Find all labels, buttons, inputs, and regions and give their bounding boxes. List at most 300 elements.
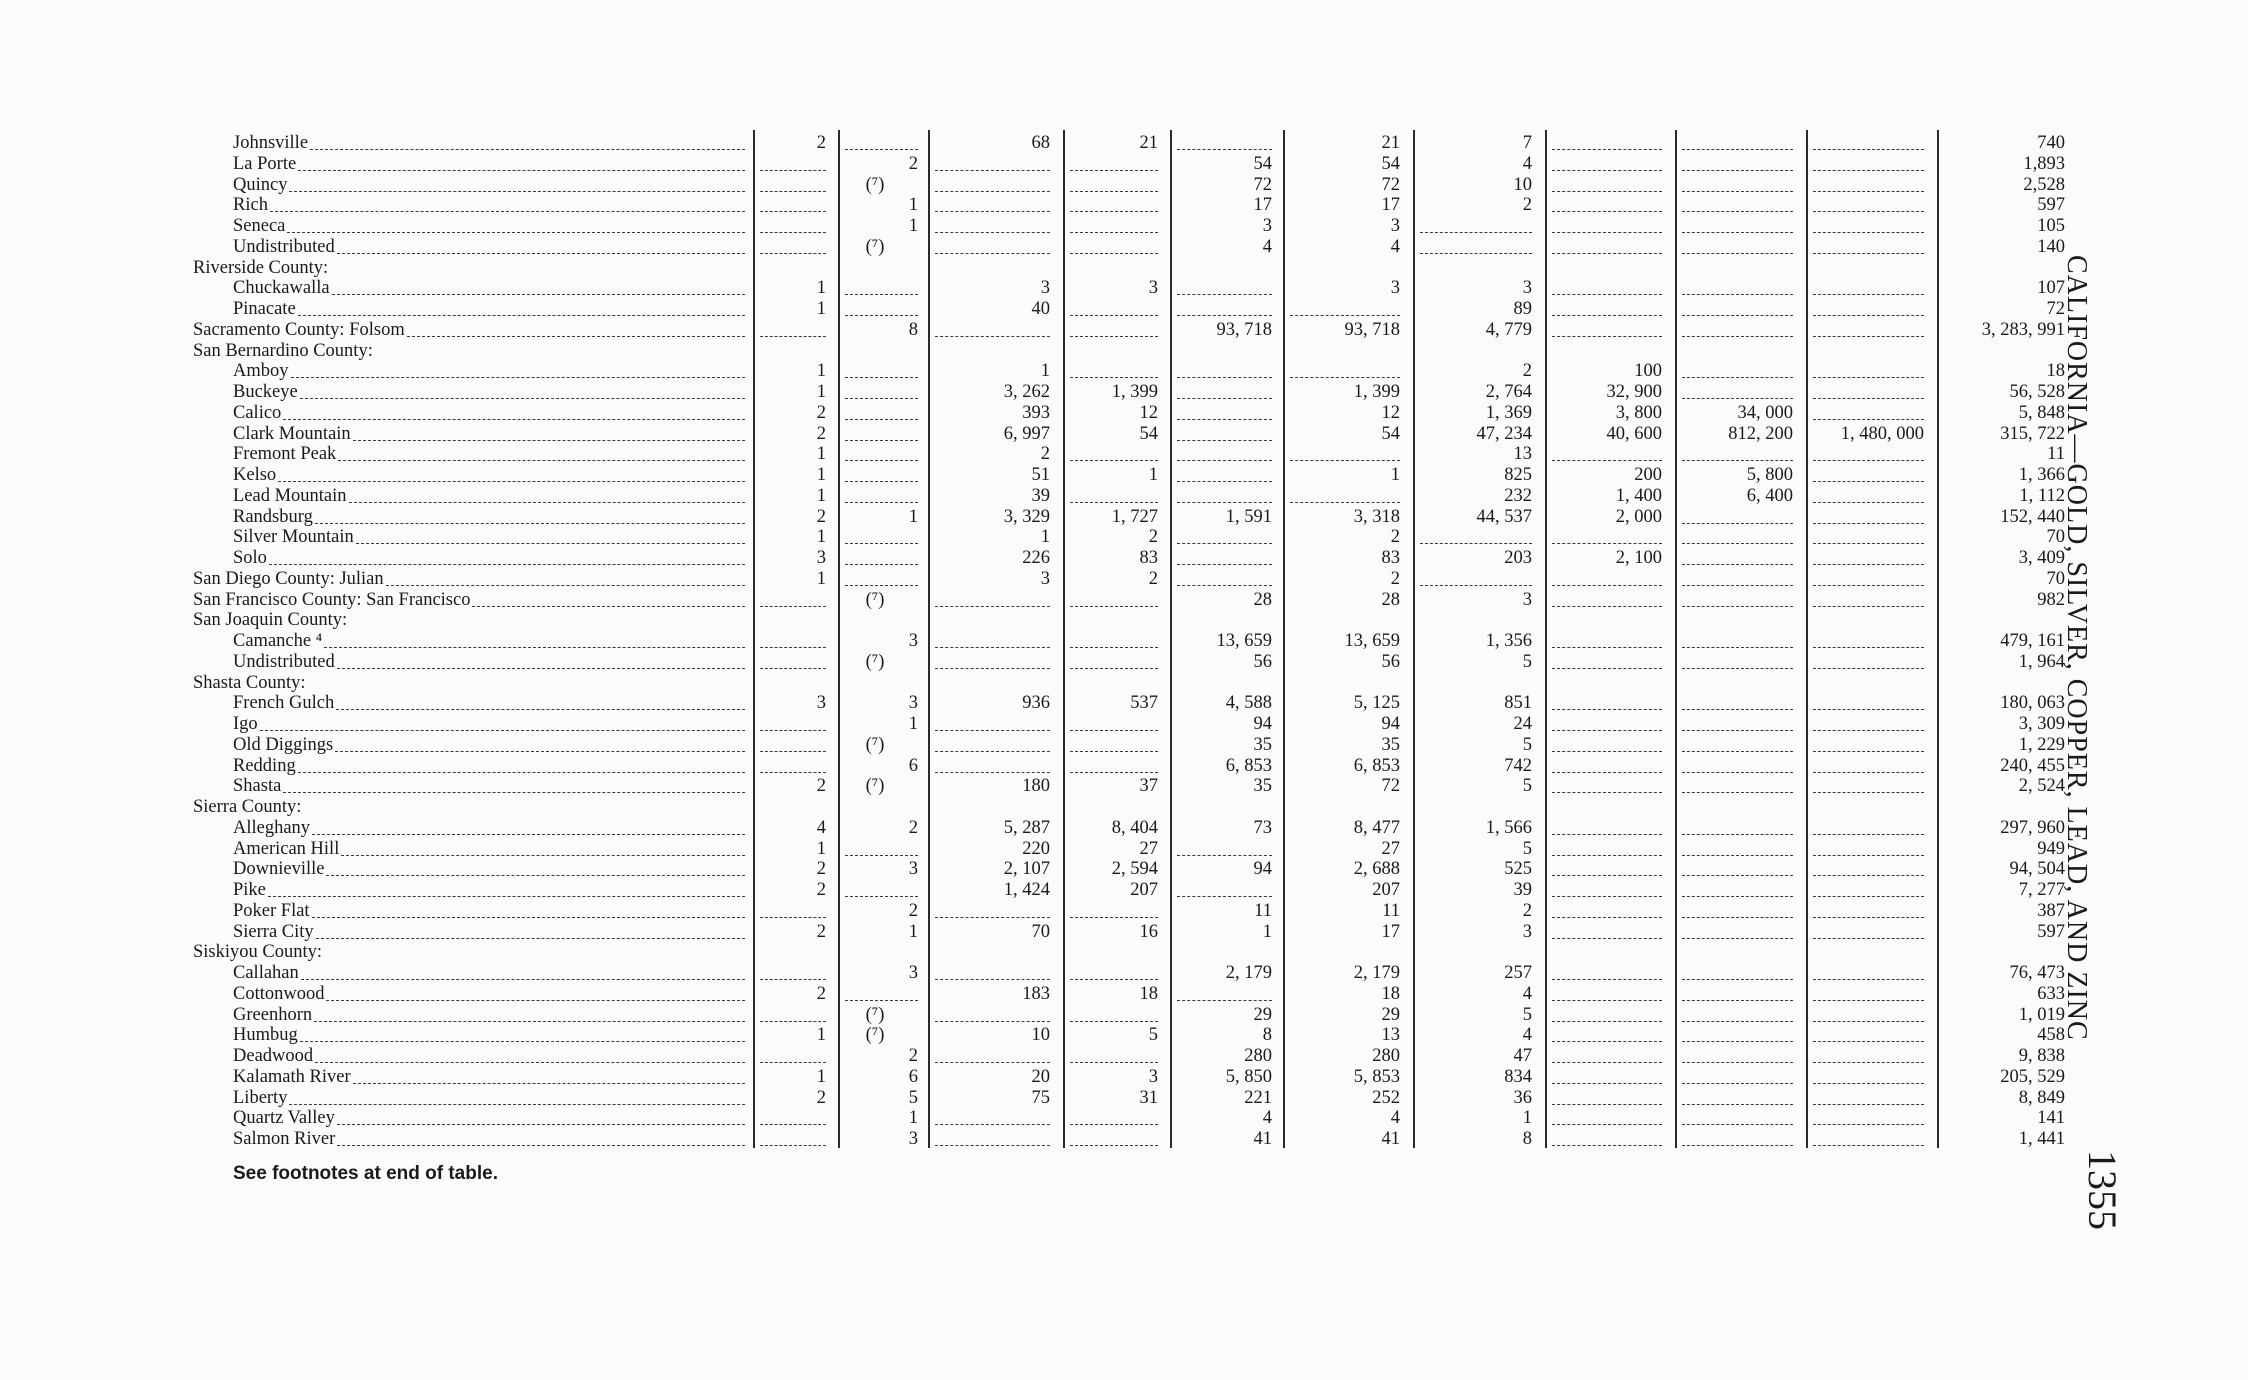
empty-cell-dashes xyxy=(935,1145,1050,1146)
empty-cell-dashes xyxy=(1177,564,1272,565)
row-label: Humbug xyxy=(233,1025,298,1046)
table-cell: 24 xyxy=(1513,714,1532,734)
table-cell: 1, 356 xyxy=(1485,631,1532,651)
table-cell: 54 xyxy=(1381,153,1400,174)
empty-cell-dashes xyxy=(1813,917,1924,918)
dot-leader xyxy=(283,419,745,420)
table-cell: 4 xyxy=(1390,1108,1400,1129)
empty-cell-dashes xyxy=(1682,751,1793,752)
table-cell: 812, 200 xyxy=(1728,423,1793,444)
empty-cell-dashes xyxy=(1070,170,1158,171)
table-cell: 525 xyxy=(1504,859,1532,880)
table-cell: 537 xyxy=(1130,693,1158,714)
table-cell: 1, 964 xyxy=(2018,651,2065,672)
empty-cell-dashes xyxy=(1070,232,1158,233)
dot-leader xyxy=(337,1145,745,1146)
table-cell: 32, 900 xyxy=(1606,382,1662,402)
table-row xyxy=(0,1025,2248,1046)
table-cell: 35 xyxy=(1253,734,1272,755)
empty-cell-dashes xyxy=(1813,253,1924,254)
empty-cell-dashes xyxy=(1682,398,1793,399)
table-cell: 3 xyxy=(908,859,918,880)
row-label: Greenhorn xyxy=(233,1004,313,1025)
table-cell: 3 xyxy=(1390,216,1400,236)
table-cell: 2 xyxy=(1522,195,1532,216)
table-cell: 31 xyxy=(1139,1087,1158,1108)
row-label: Old Diggings xyxy=(233,734,334,755)
table-row xyxy=(0,652,2248,673)
empty-cell-dashes xyxy=(1813,232,1924,233)
row-label: San Joaquin County: xyxy=(193,610,348,631)
empty-cell-dashes xyxy=(1290,315,1400,316)
empty-cell-dashes xyxy=(1813,875,1924,876)
table-cell: 17 xyxy=(1381,921,1400,942)
table-cell: 94, 504 xyxy=(2009,859,2065,880)
empty-cell-dashes xyxy=(935,917,1050,918)
empty-cell-dashes xyxy=(1813,502,1924,503)
table-row xyxy=(0,403,2248,424)
table-row xyxy=(0,1005,2248,1026)
empty-cell-dashes xyxy=(760,668,826,669)
empty-cell-dashes xyxy=(1552,647,1662,648)
table-cell: 5 xyxy=(1148,1025,1158,1046)
table-cell: (⁷) xyxy=(865,651,885,672)
table-row xyxy=(0,299,2248,320)
table-cell: 200 xyxy=(1634,465,1662,485)
table-cell: 1, 399 xyxy=(1111,382,1158,402)
row-label: Buckeye xyxy=(233,382,298,402)
empty-cell-dashes xyxy=(1682,730,1793,731)
table-cell: 4 xyxy=(1390,236,1400,257)
table-row xyxy=(0,901,2248,922)
table-cell: 18 xyxy=(1381,983,1400,1004)
empty-cell-dashes xyxy=(845,460,918,461)
table-cell: 1 xyxy=(816,361,826,382)
table-cell: 1 xyxy=(816,568,826,589)
empty-cell-dashes xyxy=(1552,1104,1662,1105)
empty-cell-dashes xyxy=(1813,191,1924,192)
dot-leader xyxy=(298,315,745,316)
empty-cell-dashes xyxy=(1552,232,1662,233)
row-label: Camanche ⁴ xyxy=(233,631,323,651)
empty-cell-dashes xyxy=(1552,917,1662,918)
table-cell: 2 xyxy=(816,423,826,444)
empty-cell-dashes xyxy=(1813,1124,1924,1125)
empty-cell-dashes xyxy=(935,1062,1050,1063)
row-label: American Hill xyxy=(233,838,340,859)
table-row xyxy=(0,1067,2248,1088)
table-cell: 3 xyxy=(1262,216,1272,236)
empty-cell-dashes xyxy=(1420,232,1532,233)
table-cell: 1, 229 xyxy=(2018,734,2065,755)
table-cell: 1, 424 xyxy=(1003,880,1050,900)
table-cell: 3, 318 xyxy=(1353,506,1400,527)
table-cell: 13 xyxy=(1381,1025,1400,1046)
table-cell: 1 xyxy=(908,921,918,942)
table-cell: 3 xyxy=(1040,278,1050,299)
table-cell: 10 xyxy=(1513,174,1532,195)
table-cell: 183 xyxy=(1022,983,1050,1004)
table-row xyxy=(0,320,2248,341)
empty-cell-dashes xyxy=(1070,315,1158,316)
row-label: Chuckawalla xyxy=(233,278,330,299)
empty-cell-dashes xyxy=(1177,543,1272,544)
empty-cell-dashes xyxy=(1813,730,1924,731)
empty-cell-dashes xyxy=(845,564,918,565)
empty-cell-dashes xyxy=(1070,191,1158,192)
row-label: San Francisco County: San Francisco xyxy=(193,589,471,610)
table-cell: 1 xyxy=(816,382,826,402)
table-cell: 8 xyxy=(908,319,918,340)
table-cell: 40 xyxy=(1031,299,1050,319)
empty-cell-dashes xyxy=(1813,585,1924,586)
row-label: Shasta County: xyxy=(193,672,306,693)
table-cell: 17 xyxy=(1381,195,1400,216)
empty-cell-dashes xyxy=(935,730,1050,731)
table-cell: 94 xyxy=(1381,714,1400,734)
row-label: San Bernardino County: xyxy=(193,340,373,361)
table-cell: 2 xyxy=(1148,568,1158,589)
table-section-heading xyxy=(0,673,2248,694)
row-label: Undistributed xyxy=(233,651,335,672)
empty-cell-dashes xyxy=(1420,543,1532,544)
empty-cell-dashes xyxy=(935,647,1050,648)
table-cell: 5 xyxy=(1522,651,1532,672)
table-cell: 4 xyxy=(1262,1108,1272,1129)
table-row xyxy=(0,507,2248,528)
empty-cell-dashes xyxy=(1682,1062,1793,1063)
table-cell: 41 xyxy=(1253,1129,1272,1149)
empty-cell-dashes xyxy=(935,606,1050,607)
empty-cell-dashes xyxy=(845,481,918,482)
row-label: Poker Flat xyxy=(233,900,310,921)
table-row xyxy=(0,486,2248,507)
table-cell: 3, 283, 991 xyxy=(1981,319,2065,340)
table-cell: 3 xyxy=(908,1129,918,1149)
table-cell: 94 xyxy=(1253,859,1272,880)
row-label: Calico xyxy=(233,402,282,423)
empty-cell-dashes xyxy=(1682,792,1793,793)
dot-leader xyxy=(336,709,745,710)
table-cell: 11 xyxy=(1254,900,1272,921)
table-cell: 2, 764 xyxy=(1485,382,1532,402)
empty-cell-dashes xyxy=(1682,460,1793,461)
empty-cell-dashes xyxy=(1682,1041,1793,1042)
empty-cell-dashes xyxy=(1070,253,1158,254)
empty-cell-dashes xyxy=(935,751,1050,752)
table-cell: 6, 400 xyxy=(1746,485,1793,506)
table-cell: 2 xyxy=(908,1046,918,1066)
dot-leader xyxy=(300,1041,745,1042)
table-cell: 1 xyxy=(816,444,826,465)
table-cell: 3 xyxy=(1522,278,1532,299)
empty-cell-dashes xyxy=(1552,709,1662,710)
table-cell: 180, 063 xyxy=(2000,693,2065,714)
table-cell: (⁷) xyxy=(865,1004,885,1025)
empty-cell-dashes xyxy=(845,398,918,399)
table-cell: 949 xyxy=(2037,838,2065,859)
table-cell: 17 xyxy=(1253,195,1272,216)
table-cell: 44, 537 xyxy=(1476,506,1532,527)
table-cell: 35 xyxy=(1253,776,1272,797)
empty-cell-dashes xyxy=(1070,1145,1158,1146)
empty-cell-dashes xyxy=(1552,938,1662,939)
empty-cell-dashes xyxy=(1682,606,1793,607)
dot-leader xyxy=(316,938,745,939)
table-row xyxy=(0,195,2248,216)
table-cell: 3 xyxy=(908,631,918,651)
table-cell: 21 xyxy=(1381,133,1400,153)
empty-cell-dashes xyxy=(760,751,826,752)
empty-cell-dashes xyxy=(1813,170,1924,171)
dot-leader xyxy=(341,855,745,856)
empty-cell-dashes xyxy=(1552,149,1662,150)
table-row xyxy=(0,922,2248,943)
empty-cell-dashes xyxy=(1420,253,1532,254)
table-cell: 51 xyxy=(1031,465,1050,485)
table-cell: 5, 125 xyxy=(1353,693,1400,714)
empty-cell-dashes xyxy=(1682,834,1793,835)
empty-cell-dashes xyxy=(845,149,918,150)
table-cell: 28 xyxy=(1253,589,1272,610)
table-cell: 100 xyxy=(1634,361,1662,382)
table-cell: 2 xyxy=(908,153,918,174)
empty-cell-dashes xyxy=(1070,211,1158,212)
table-cell: 68 xyxy=(1031,133,1050,153)
table-cell: 207 xyxy=(1372,880,1400,900)
table-row xyxy=(0,1108,2248,1129)
table-cell: 76, 473 xyxy=(2009,963,2065,983)
empty-cell-dashes xyxy=(1813,979,1924,980)
table-cell: 2 xyxy=(1148,527,1158,548)
dot-leader xyxy=(298,170,745,171)
table-cell: 70 xyxy=(2046,527,2065,548)
dot-leader xyxy=(270,211,745,212)
empty-cell-dashes xyxy=(1682,170,1793,171)
empty-cell-dashes xyxy=(1813,1041,1924,1042)
empty-cell-dashes xyxy=(1813,606,1924,607)
table-cell: 297, 960 xyxy=(2000,817,2065,838)
empty-cell-dashes xyxy=(1177,1000,1272,1001)
table-cell: 39 xyxy=(1513,880,1532,900)
table-cell: 3 xyxy=(908,963,918,983)
row-label: Riverside County: xyxy=(193,257,329,278)
empty-cell-dashes xyxy=(935,1021,1050,1022)
empty-cell-dashes xyxy=(1682,917,1793,918)
table-row xyxy=(0,776,2248,797)
empty-cell-dashes xyxy=(935,1124,1050,1125)
empty-cell-dashes xyxy=(1070,336,1158,337)
table-row xyxy=(0,1046,2248,1067)
empty-cell-dashes xyxy=(1552,543,1662,544)
table-cell: 5 xyxy=(908,1087,918,1108)
table-row xyxy=(0,1088,2248,1109)
empty-cell-dashes xyxy=(1682,1021,1793,1022)
table-cell: 3, 409 xyxy=(2018,548,2065,568)
table-cell: 1, 566 xyxy=(1485,817,1532,838)
empty-cell-dashes xyxy=(1177,377,1272,378)
table-cell: 107 xyxy=(2037,278,2065,299)
table-cell: 597 xyxy=(2037,921,2065,942)
table-cell: 2, 594 xyxy=(1111,859,1158,880)
empty-cell-dashes xyxy=(1420,585,1532,586)
row-label: San Diego County: Julian xyxy=(193,568,384,589)
table-cell: 742 xyxy=(1504,755,1532,776)
table-cell: 2 xyxy=(1390,568,1400,589)
row-label: Johnsville xyxy=(233,133,309,153)
table-cell: 5, 800 xyxy=(1746,465,1793,485)
dot-leader xyxy=(312,917,745,918)
empty-cell-dashes xyxy=(1177,149,1272,150)
dot-leader xyxy=(312,834,745,835)
dot-leader xyxy=(291,377,745,378)
empty-cell-dashes xyxy=(1070,647,1158,648)
empty-cell-dashes xyxy=(845,315,918,316)
empty-cell-dashes xyxy=(1682,377,1793,378)
empty-cell-dashes xyxy=(1177,460,1272,461)
table-cell: 220 xyxy=(1022,838,1050,859)
table-cell: 54 xyxy=(1381,423,1400,444)
table-cell: 3 xyxy=(1522,921,1532,942)
table-section-heading xyxy=(0,341,2248,362)
empty-cell-dashes xyxy=(1552,294,1662,295)
empty-cell-dashes xyxy=(845,440,918,441)
dot-leader xyxy=(332,294,745,295)
table-cell: 226 xyxy=(1022,548,1050,568)
empty-cell-dashes xyxy=(1070,502,1158,503)
table-section-heading xyxy=(0,797,2248,818)
empty-cell-dashes xyxy=(1813,1000,1924,1001)
table-cell: 2, 000 xyxy=(1615,506,1662,527)
table-section-heading xyxy=(0,610,2248,631)
empty-cell-dashes xyxy=(1177,419,1272,420)
table-cell: 2,528 xyxy=(2023,174,2065,195)
table-cell: 936 xyxy=(1022,693,1050,714)
row-label: Salmon River xyxy=(233,1129,336,1149)
empty-cell-dashes xyxy=(1813,149,1924,150)
table-cell: 3, 309 xyxy=(2018,714,2065,734)
table-cell: 2 xyxy=(816,506,826,527)
empty-cell-dashes xyxy=(845,585,918,586)
table-cell: 18 xyxy=(1139,983,1158,1004)
table-cell: 141 xyxy=(2037,1108,2065,1129)
table-cell: 29 xyxy=(1381,1004,1400,1025)
table-row xyxy=(0,631,2248,652)
table-row xyxy=(0,361,2248,382)
table-cell: 70 xyxy=(2046,568,2065,589)
table-cell: 479, 161 xyxy=(2000,631,2065,651)
table-cell: 2 xyxy=(816,859,826,880)
empty-cell-dashes xyxy=(1070,751,1158,752)
empty-cell-dashes xyxy=(1682,315,1793,316)
table-cell: 2 xyxy=(1390,527,1400,548)
empty-cell-dashes xyxy=(935,170,1050,171)
row-label: Pike xyxy=(233,880,266,900)
empty-cell-dashes xyxy=(1552,1021,1662,1022)
empty-cell-dashes xyxy=(1552,460,1662,461)
empty-cell-dashes xyxy=(1682,875,1793,876)
table-row xyxy=(0,154,2248,175)
empty-cell-dashes xyxy=(935,191,1050,192)
table-cell: 1, 112 xyxy=(2019,485,2065,506)
table-section-heading xyxy=(0,258,2248,279)
empty-cell-dashes xyxy=(1290,377,1400,378)
row-label: Siskiyou County: xyxy=(193,942,323,963)
table-cell: 12 xyxy=(1381,402,1400,423)
table-cell: 207 xyxy=(1130,880,1158,900)
empty-cell-dashes xyxy=(1552,211,1662,212)
table-cell: 72 xyxy=(2046,299,2065,319)
empty-cell-dashes xyxy=(1682,1145,1793,1146)
empty-cell-dashes xyxy=(935,211,1050,212)
table-cell: 982 xyxy=(2037,589,2065,610)
table-cell: 597 xyxy=(2037,195,2065,216)
table-cell: 834 xyxy=(1504,1066,1532,1087)
table-cell: 2, 688 xyxy=(1353,859,1400,880)
row-label: Quincy xyxy=(233,174,288,195)
empty-cell-dashes xyxy=(1552,606,1662,607)
row-label: La Porte xyxy=(233,153,297,174)
table-cell: 8, 849 xyxy=(2018,1087,2065,1108)
row-label: Fremont Peak xyxy=(233,444,337,465)
row-label: Kelso xyxy=(233,465,277,485)
table-cell: 232 xyxy=(1504,485,1532,506)
table-cell: 1, 400 xyxy=(1615,485,1662,506)
table-cell: 7, 277 xyxy=(2018,880,2065,900)
table-cell: 740 xyxy=(2037,133,2065,153)
table-cell: 1 xyxy=(816,485,826,506)
table-cell: 39 xyxy=(1031,485,1050,506)
table-row xyxy=(0,859,2248,880)
empty-cell-dashes xyxy=(1177,585,1272,586)
empty-cell-dashes xyxy=(1682,564,1793,565)
row-label: Pinacate xyxy=(233,299,296,319)
dot-leader xyxy=(326,1000,745,1001)
empty-cell-dashes xyxy=(1813,294,1924,295)
table-row xyxy=(0,818,2248,839)
table-cell: 1 xyxy=(816,1025,826,1046)
table-cell: 1, 366 xyxy=(2018,465,2065,485)
row-label: Redding xyxy=(233,755,296,776)
table-cell: 2 xyxy=(816,133,826,153)
empty-cell-dashes xyxy=(1813,315,1924,316)
dot-leader xyxy=(289,191,745,192)
table-cell: 387 xyxy=(2037,900,2065,921)
table-cell: 315, 722 xyxy=(2000,423,2065,444)
table-cell: 8 xyxy=(1522,1129,1532,1149)
table-cell: 47, 234 xyxy=(1476,423,1532,444)
table-cell: 1 xyxy=(816,527,826,548)
table-cell: 205, 529 xyxy=(2000,1066,2065,1087)
empty-cell-dashes xyxy=(1552,336,1662,337)
empty-cell-dashes xyxy=(760,772,826,773)
empty-cell-dashes xyxy=(1177,896,1272,897)
table-cell: 13 xyxy=(1513,444,1532,465)
empty-cell-dashes xyxy=(1552,730,1662,731)
empty-cell-dashes xyxy=(1682,294,1793,295)
table-cell: 3 xyxy=(1148,1066,1158,1087)
table-cell: 393 xyxy=(1022,402,1050,423)
row-label: Lead Mountain xyxy=(233,485,347,506)
empty-cell-dashes xyxy=(1682,543,1793,544)
table-cell: 4 xyxy=(1522,153,1532,174)
empty-cell-dashes xyxy=(1177,294,1272,295)
empty-cell-dashes xyxy=(1813,751,1924,752)
table-cell: 8, 477 xyxy=(1353,817,1400,838)
table-cell: 2, 179 xyxy=(1225,963,1272,983)
table-cell: 5, 853 xyxy=(1353,1066,1400,1087)
table-cell: 2 xyxy=(816,880,826,900)
